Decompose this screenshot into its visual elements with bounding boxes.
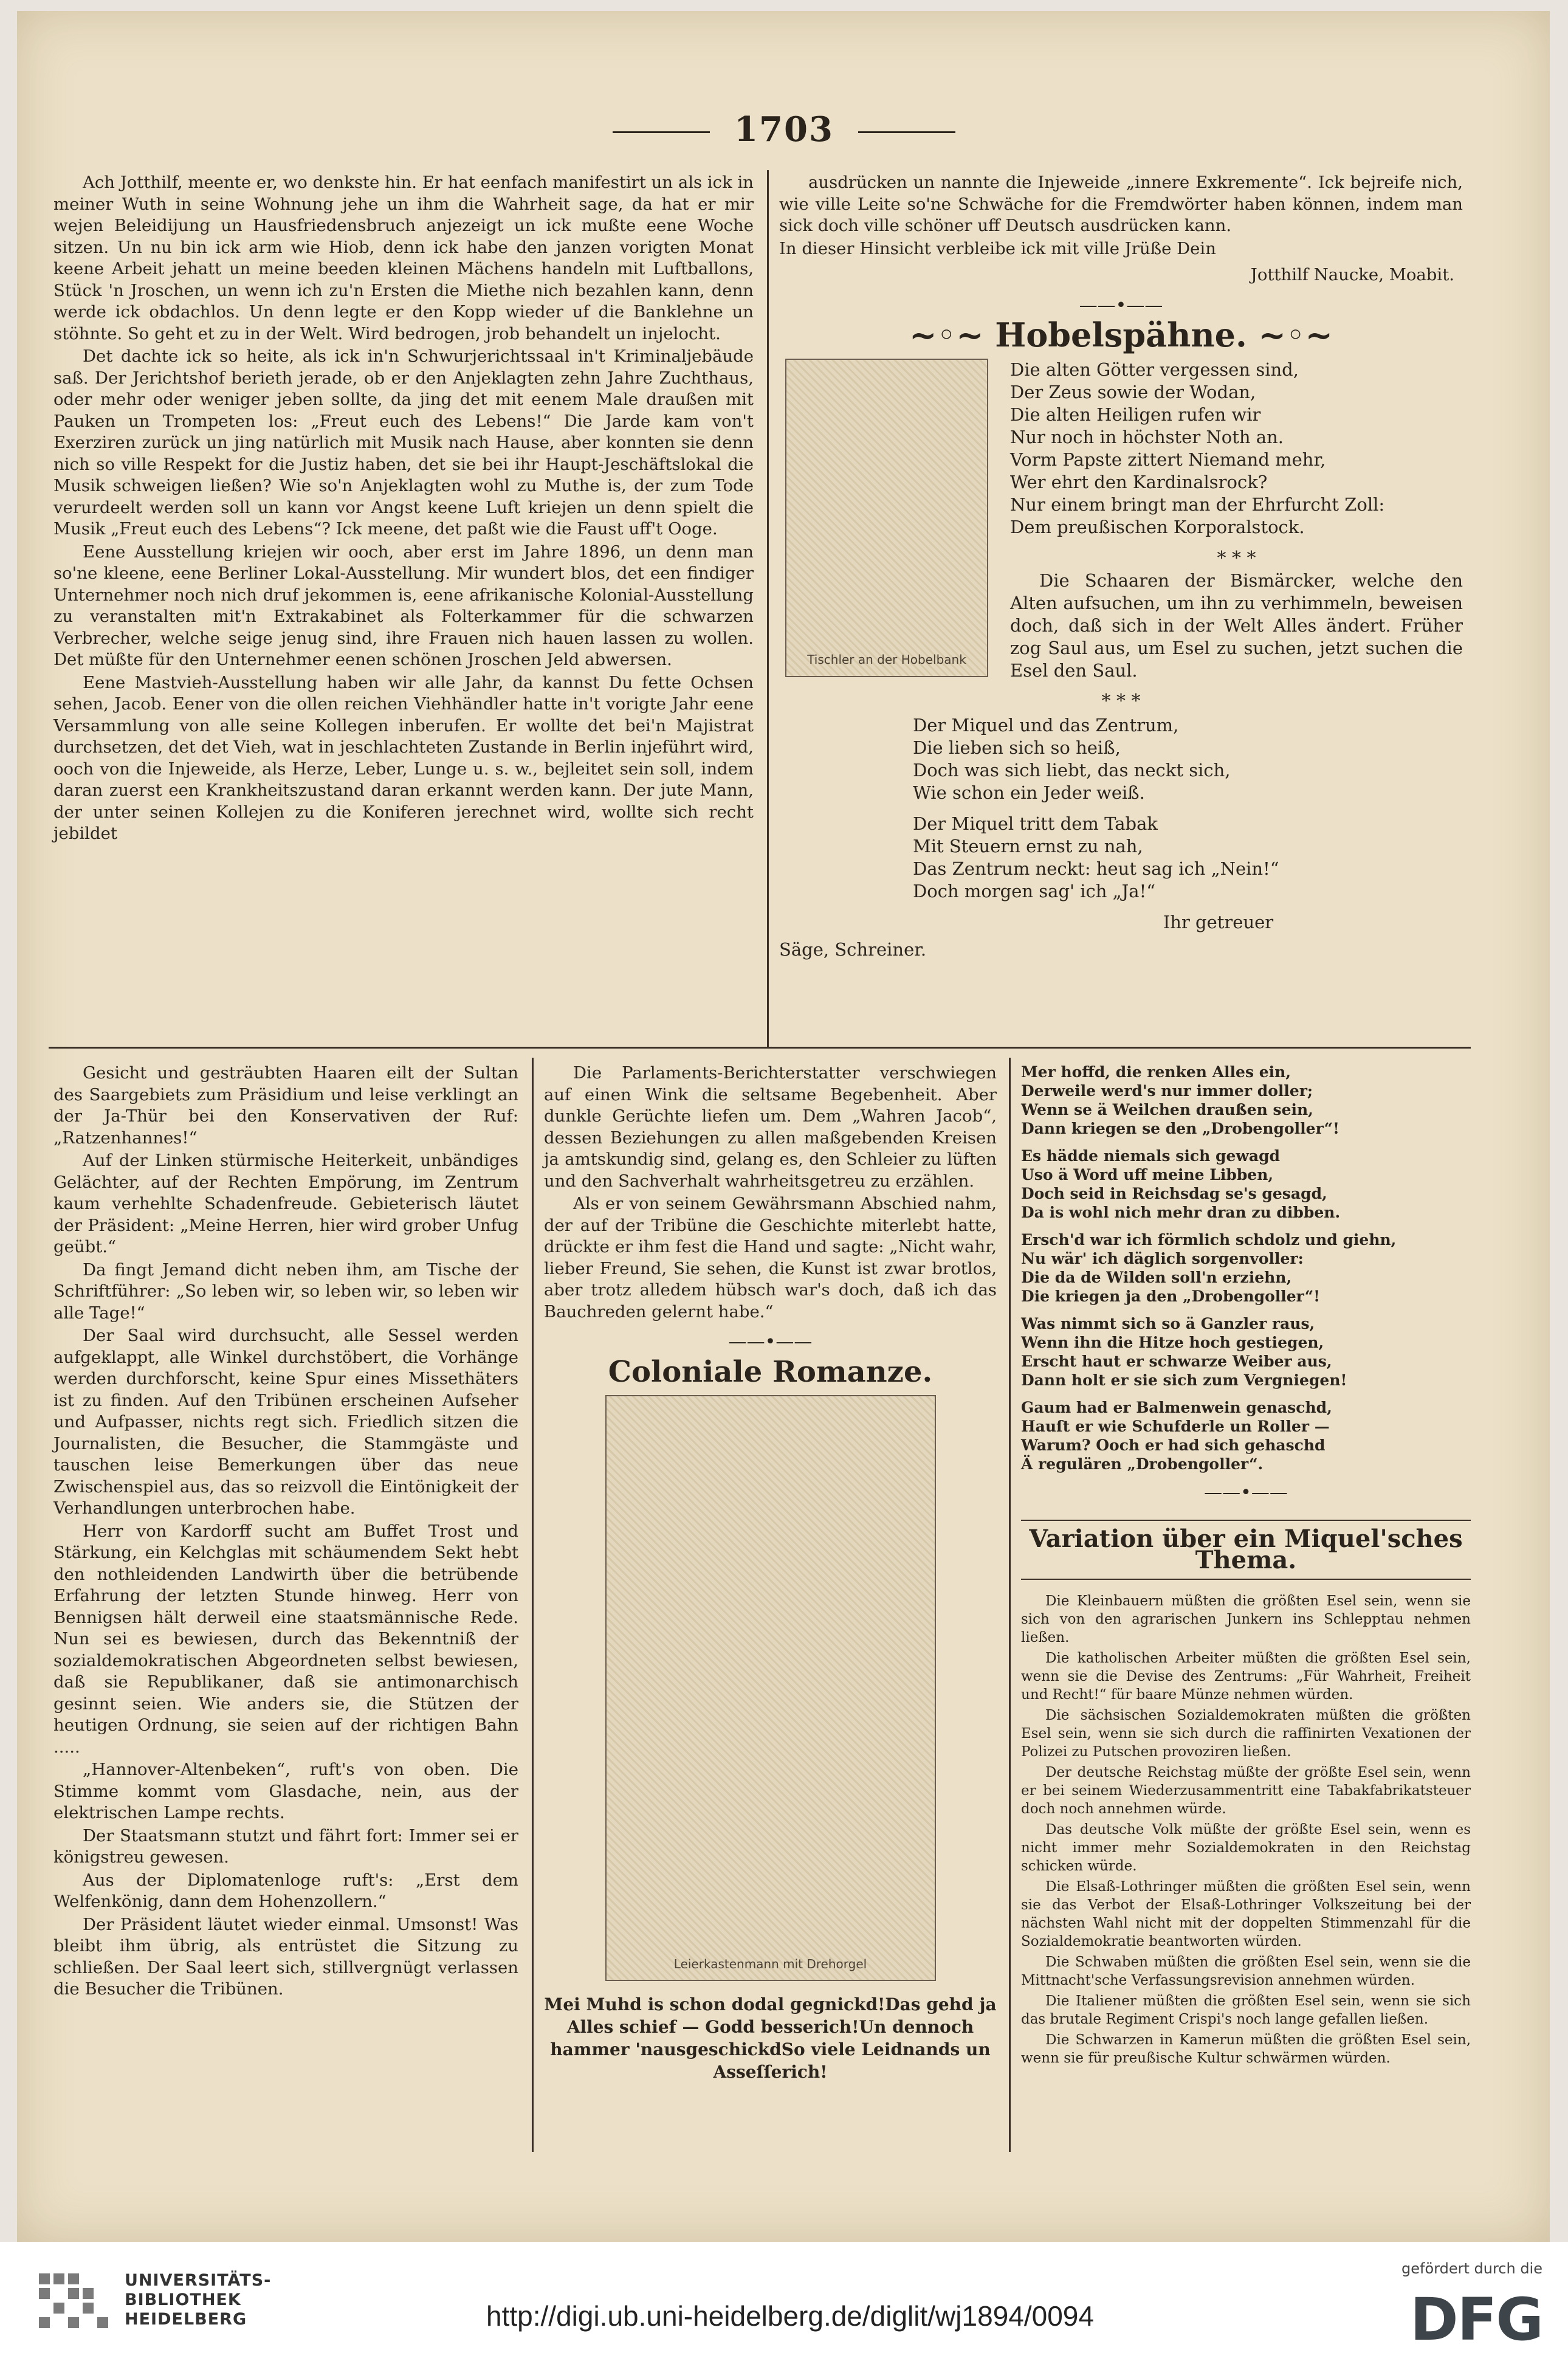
paragraph: Die katholischen Arbeiter müßten die größten Esel sein, wenn sie die Devise des Zentrums: „Für Wahrheit, Freiheit und Recht!“ für baare Münze nehmen würden. xyxy=(1021,1650,1471,1703)
poem-line: Mit Steuern ernst zu nah, xyxy=(913,836,1143,856)
section-divider xyxy=(49,1047,1471,1049)
article-paragraphs xyxy=(53,172,754,845)
paragraph: Die sächsischen Sozialdemokraten müßten die größten Esel sein, wenn sie sich durch die raffinirten Vexationen der Polizei zu Putschen provoziren ließen. xyxy=(1021,1707,1471,1760)
poem-line: Wenn ihn die Hitze hoch gestiegen, xyxy=(1021,1334,1324,1351)
poem-stanza xyxy=(1021,1314,1471,1390)
poem-line: Der Miquel tritt dem Tabak xyxy=(913,813,1158,834)
poem-line: Mer hoffd, die renken Alles ein, xyxy=(1021,1063,1291,1081)
poem-stanza xyxy=(1021,1063,1471,1138)
university-seal-icon xyxy=(33,2267,112,2340)
page-number: 1703 xyxy=(0,109,1568,150)
paragraph: Eene Ausstellung kriejen wir ooch, aber erst im Jahre 1896, un denn man so'ne kleene, eene Berliner Lokal-Ausstellung. Mir wundert blos, det een findiger Unternehmer noch nich druf jekommen is, eene afrikanische Kolonial-Ausstellung zu veranstalten mit'n Extrakabinet als Folterkammer für die schwarzen Verbrecher, welche seige jenug sind, ihre Frauen nich hauen lassen zu wollen. Det müßte für den Unternehmer eenen schönen Jroschen Jeld abwersen. xyxy=(53,542,754,669)
asterisk-divider: * * * xyxy=(1101,690,1141,712)
poem-signature: Säge, Schreiner. xyxy=(779,939,927,960)
illustration-label: Tischler an der Hobelbank xyxy=(807,652,966,667)
dfg-logo: DFG xyxy=(1409,2286,1542,2354)
poem-line: Was nimmt sich so ä Ganzler raus, xyxy=(1021,1315,1315,1332)
poem-hobelspaehne xyxy=(1010,359,1463,682)
carpenter-illustration xyxy=(785,359,988,677)
article-bottom-right xyxy=(1021,1063,1471,2151)
source-url-link[interactable]: http://digi.ub.uni-heidelberg.de/diglit/wj1894/0094 xyxy=(486,2300,1094,2332)
poem-line: Die alten Heiligen rufen wir xyxy=(1010,404,1261,425)
column-divider xyxy=(767,170,769,1049)
poem-line: Es hädde niemals sich gewagd xyxy=(1021,1147,1281,1165)
ornament-separator: ——•—— xyxy=(1204,1482,1288,1503)
column-divider xyxy=(1009,1058,1011,2152)
digitization-footer xyxy=(0,2242,1568,2364)
poem-miquel xyxy=(913,714,1463,903)
poem-line: Warum? Ooch er had sich gehaschd xyxy=(1021,1436,1326,1454)
poem-stanza xyxy=(1010,359,1463,539)
ornament-separator: ——•—— xyxy=(728,1331,813,1353)
paragraph: „Hannover-Altenbeken“, ruft's von oben. Die Stimme kommt vom Glasdache, nein, aus der elektrischen Lampe rechts. xyxy=(53,1760,518,1822)
poem-line: Das Zentrum neckt: heut sag ich „Nein!“ xyxy=(913,858,1279,879)
poem-line: Da is wohl nich mehr dran zu dibben. xyxy=(1021,1204,1341,1221)
poem-line: Der Miquel und das Zentrum, xyxy=(913,715,1179,736)
paragraph: Die Elsaß-Lothringer müßten die größten Esel sein, wenn sie das Verbot der Elsaß-Lothringer Volkszeitung bei der nächsten Wahl nicht mit der doppelten Stimmenzahl für die Sozialdemokratie beantworten würden. xyxy=(1021,1878,1471,1949)
poem-line: Die Schaaren der Bismärcker, welche den Alten aufsuchen, um ihn zu verhimmeln, beweisen doch, daß sich in der Welt Alles ändert. Früher zog Saul aus, um Esel zu suchen, jetzt suchen die Esel den Saul. xyxy=(1010,570,1463,681)
poem-stanza xyxy=(1021,1146,1471,1222)
heading-text: Hobelspähne. xyxy=(995,315,1247,354)
asterisk-divider: * * * xyxy=(1217,547,1256,569)
organ-grinder-illustration xyxy=(605,1395,936,1981)
poem-line: Wer ehrt den Kardinalsrock? xyxy=(1010,471,1268,492)
paragraph: Die Parlaments-Berichterstatter verschwiegen auf einen Wink die seltsame Begebenheit. Aber dunkle Gerüchte liefen um. Dem „Wahren Jacob“, dessen Beziehungen zu allen maßgebenden Kreisen ja amtskundig sind, gelang es, den Schleier zu lüften und den Sachverhalt wahrheitsgetreu zu erzählen. xyxy=(544,1063,997,1191)
paragraph: Ach Jotthilf, meente er, wo denkste hin. Er hat eenfach manifestirt un als ick in meiner Wuth in seine Wohnung jehe un ihm die Wahrheit sage, da hat er mir wejen Beleidijung un Hausfriedensbruch anjezeigt un ick mußte eene Woche sitzen. Un nu bin ick arm wie Hiob, denn ick habe den janzen vorigten Monat keene Arbeit jehatt un meine beeden kleinen Mächens handeln mit Luftballons, Stück 'n Jroschen, un wenn ich zu'n Ersten die Miethe nich bezahlen kann, denn werde ick obdachlos. Un denn legte er den Kopp wieder uf die Banklehne un stöhnte. So geht et zu in der Welt. Wird bedrogen, jrob behandelt un injelocht. xyxy=(53,173,754,343)
prose-stanza xyxy=(1010,570,1463,682)
poem-line: Vorm Papste zittert Niemand mehr, xyxy=(1010,449,1326,470)
poem-line: Die kriegen ja den „Drobengoller“! xyxy=(1021,1287,1321,1305)
ornament-right-icon: ~◦~ xyxy=(1258,315,1333,354)
paragraph: Der Präsident läutet wieder einmal. Umsonst! Was bleibt ihm übrig, als entrüstet die Sitzung zu schließen. Der Saal leert sich, stillvergnügt verlassen die Besucher die Tribünen. xyxy=(53,1914,518,1999)
paragraph: Die Schwaben müßten die größten Esel sein, wenn sie die Mittnacht'sche Verfassungsrevision annehmen würden. xyxy=(1021,1954,1471,1988)
paragraph: Die Schwarzen in Kamerun müßten die größten Esel sein, wenn sie für preußische Kultur schwärmen würden. xyxy=(1021,2031,1471,2066)
illustration-caption xyxy=(544,1993,997,2083)
paragraph: Herr von Kardorff sucht am Buffet Trost und Stärkung, ein Kelchglas mit schäumendem Sekt hebt den nothleidenden Landwirth über die betrübende Erfahrung der letzten Stunde hinweg. Herr von Bennigsen hält derweil eine staatsmännische Rede. Nun sei es bewiesen, durch das Bekenntniß der sozialdemokratischen Abgeordneten selbst bewiesen, daß sie Republikaner, daß sie antimonarchisch gesinnt seien. Wie anders sie, die Stützen der heutigen Ordnung, sie seien auf der richtigen Bahn ..... xyxy=(53,1521,518,1757)
paragraph: Der Saal wird durchsucht, alle Sessel werden aufgeklappt, alle Winkel durchstöbert, die Vorhänge werden durchforscht, keine Spur eines Missethäters ist zu finden. Auf den Tribünen erscheinen Aufseher und Aufpasser, nichts regt sich. Friedlich sitzen die Journalisten, die Besucher, die Stammgäste und tauschen leise Bemerkungen über das neue Zwischenspiel aus, das so reizvoll die Eintönigkeit der Verhandlungen unterbrochen habe. xyxy=(53,1326,518,1518)
poem-line: Uso ä Word uff meine Libben, xyxy=(1021,1166,1274,1184)
paragraph: Der Staatsmann stutzt und fährt fort: Immer sei er königstreu gewesen. xyxy=(53,1825,518,1867)
article-bottom-middle xyxy=(544,1063,997,2145)
poem-line: Dann holt er sie sich zum Vergniegen! xyxy=(1021,1371,1347,1389)
poem-line: Dann kriegen se den „Drobengoller“! xyxy=(1021,1120,1340,1137)
poem-line: Die lieben sich so heiß, xyxy=(913,737,1121,758)
poem-stanza xyxy=(913,813,1463,903)
article-paragraphs xyxy=(53,1063,518,2000)
paragraph: ausdrücken un nannte die Injeweide „innere Exkremente“. Ick bejreife nich, wie ville Leite so'ne Schwäche for die Fremdwörter haben können, indem man sick doch ville schöner uff Deutsch ausdrücken kann. xyxy=(779,173,1463,235)
paragraph: Als er von seinem Gewährsmann Abschied nahm, der auf der Tribüne die Geschichte miterlebt hatte, drückte er ihm fest die Hand und sagte: „Nicht wahr, lieber Freund, Sie sehen, die Kunst ist zwar brotlos, aber trotz alledem hübsch war's doch, daß ich das Bauchreden gelernt habe.“ xyxy=(544,1194,997,1322)
letter-closing-paragraphs xyxy=(779,172,1463,260)
poem-line: Die alten Götter vergessen sind, xyxy=(1010,359,1299,380)
article-top-left xyxy=(53,172,754,1038)
poem-line: Ersch'd war ich förmlich schdolz und giehn, xyxy=(1021,1231,1397,1249)
poem-line: Der Zeus sowie der Wodan, xyxy=(1010,381,1256,402)
variation-paragraphs xyxy=(1021,1592,1471,2067)
poem-line: Erscht haut er schwarze Weiber aus, xyxy=(1021,1353,1332,1370)
poem-line: Doch was sich liebt, das neckt sich, xyxy=(913,760,1231,781)
university-name: UNIVERSITÄTS- BIBLIOTHEK HEIDELBERG xyxy=(125,2271,272,2329)
paragraph: Der deutsche Reichstag müßte der größte Esel sein, wenn er bei seinem Wiederzusammentritt eine Tabakfabrikatsteuer doch noch annehmen würde. xyxy=(1021,1764,1471,1817)
paragraph: In dieser Hinsicht verbleibe ick mit ville Jrüße Dein xyxy=(779,238,1216,258)
poem-line: Die da de Wilden soll'n erziehn, xyxy=(1021,1269,1292,1286)
poem-line: Doch seid in Reichsdag se's gesagd, xyxy=(1021,1185,1327,1202)
ornament-separator: ——•—— xyxy=(1079,294,1163,316)
poem-line: So viele Leidnands un Asseſſerich! xyxy=(713,2039,991,2082)
section-heading-hobelspaehne xyxy=(779,315,1463,354)
funding-note: gefördert durch die xyxy=(1401,2260,1542,2277)
paragraph: Det dachte ick so heite, als ick in'n Schwurjerichtssaal in't Kriminaljebäude saß. Der Jerichtshof berieth jerade, ob er den Anjeklagten zehn Jahre Zuchthaus, oder mehr oder weniger jeben sollte, da jing det mit eenem Male draußen mit Pauken un Trompeten los: „Freut euch des Lebens!“ Die Jarde kam von't Exerziren zurück un jing natürlich mit Musik nach Hause, aber konnten sie denn nich so ville Respekt for die Justiz haben, det sie bei ihr Haupt-Jeschäftslokal die Musik schweigen ließen? Wie so'n Anjeklagten wohl zu Muthe is, der zum Tode verurdeelt werden soll un kann vor Angst keene Luft kriejen un denn spielt die Musik „Freut euch des Lebens“? Ick meene, det paßt wie die Faust uff't Ooge. xyxy=(53,346,754,539)
poem-line: Nur noch in höchster Noth an. xyxy=(1010,426,1284,447)
poem-line: Hauſt er wie Schufderle un Roller — xyxy=(1021,1418,1330,1435)
poem-line: Nur einem bringt man der Ehrfurcht Zoll: xyxy=(1010,494,1385,515)
poem-closing: Ihr getreuer xyxy=(1163,912,1274,932)
paragraph: Da fingt Jemand dicht neben ihm, am Tische der Schriftführer: „So leben wir, so leben wir, so leben wir alle Tage!“ xyxy=(53,1260,518,1323)
poem-stanza xyxy=(913,714,1463,804)
illustration-label: Leierkastenmann mit Drehorgel xyxy=(673,1956,867,1971)
poem-line: Ä regulären „Drobengoller“. xyxy=(1021,1455,1264,1473)
section-heading-coloniale-romanze: Coloniale Romanze. xyxy=(608,1354,933,1389)
poem-drobengoller xyxy=(1021,1063,1471,1473)
paragraph: Die Italiener müßten die größten Esel sein, wenn sie sich das brutale Regiment Crispi's noch lange gefallen ließen. xyxy=(1021,1993,1471,2027)
article-bottom-left xyxy=(53,1063,518,2145)
paragraph: Die Kleinbauern müßten die größten Esel sein, wenn sie sich von den agrarischen Junkern ins Schlepptau nehmen ließen. xyxy=(1021,1593,1471,1645)
column-divider xyxy=(532,1058,534,2152)
paragraph: Aus der Diplomatenloge ruft's: „Erst dem Welfenkönig, dann dem Hohenzollern.“ xyxy=(53,1870,518,1911)
poem-line: Nu wär' ich däglich sorgenvoller: xyxy=(1021,1250,1304,1267)
poem-stanza xyxy=(1021,1230,1471,1306)
poem-stanza xyxy=(1021,1398,1471,1473)
article-paragraphs xyxy=(544,1063,997,1323)
poem-line: Gaum had er Balmenwein genaschd, xyxy=(1021,1399,1332,1416)
poem-line: Derweile werd's nur immer doller; xyxy=(1021,1082,1313,1100)
poem-line: Un dennoch hammer 'nausgeschickd xyxy=(550,2017,974,2059)
paragraph: Eene Mastvieh-Ausstellung haben wir alle Jahr, da kannst Du fette Ochsen sehen, Jacob. Eener von die ollen reichen Viehhändler hatte in't vorigte Jahr eene Versammlung von alle seine Kollegen inberufen. Er wollte det bei'n Majistrat durchsetzen, det det Vieh, wat in jeschlachteten Zustande in Berlin injeführt wird, ooch von die Injeweide, als Herze, Leber, Lunge u. s. w., bejleitet sein soll, indem daran zuerst een Krankheitszustand daran erkannt werden kann. Der jute Mann, der unter seinen Kollejen zu die Koniferen jerechnet wird, wollte sich recht jebildet xyxy=(53,672,754,843)
paragraph: Gesicht und gesträubten Haaren eilt der Sultan des Saargebiets zum Präsidium und leise verklingt an der Ja-Thür bei den Konservativen der Ruf: „Ratzenhannes!“ xyxy=(53,1063,518,1148)
article-top-right xyxy=(779,172,1463,1041)
ornament-left-icon: ~◦~ xyxy=(909,315,995,354)
poem-line: Das gehd ja Alles schief — Godd besserich! xyxy=(566,1994,997,2037)
section-heading-variation: Variation über ein Miquel'sches Thema. xyxy=(1021,1520,1471,1580)
letter-signature: Jotthilf Naucke, Moabit. xyxy=(1250,265,1454,284)
poem-line: Doch morgen sag' ich „Ja!“ xyxy=(913,881,1156,901)
paragraph: Das deutsche Volk müßte der größte Esel sein, wenn es nicht immer mehr Sozialdemokraten in den Reichstag schicken würde. xyxy=(1021,1821,1471,1874)
poem-line: Mei Muhd is schon dodal gegnickd! xyxy=(544,1994,885,2014)
poem-line: Dem preußischen Korporalstock. xyxy=(1010,516,1305,537)
paragraph: Auf der Linken stürmische Heiterkeit, unbändiges Gelächter, auf der Rechten Empörung, im Zentrum kaum verhehlte Schadenfreude. Gebieterisch läutet der Präsident: „Meine Herren, hier wird grober Unfug geübt.“ xyxy=(53,1151,518,1256)
poem-line: Wenn se ä Weilchen draußen sein, xyxy=(1021,1101,1313,1118)
poem-line: Wie schon ein Jeder weiß. xyxy=(913,782,1145,803)
